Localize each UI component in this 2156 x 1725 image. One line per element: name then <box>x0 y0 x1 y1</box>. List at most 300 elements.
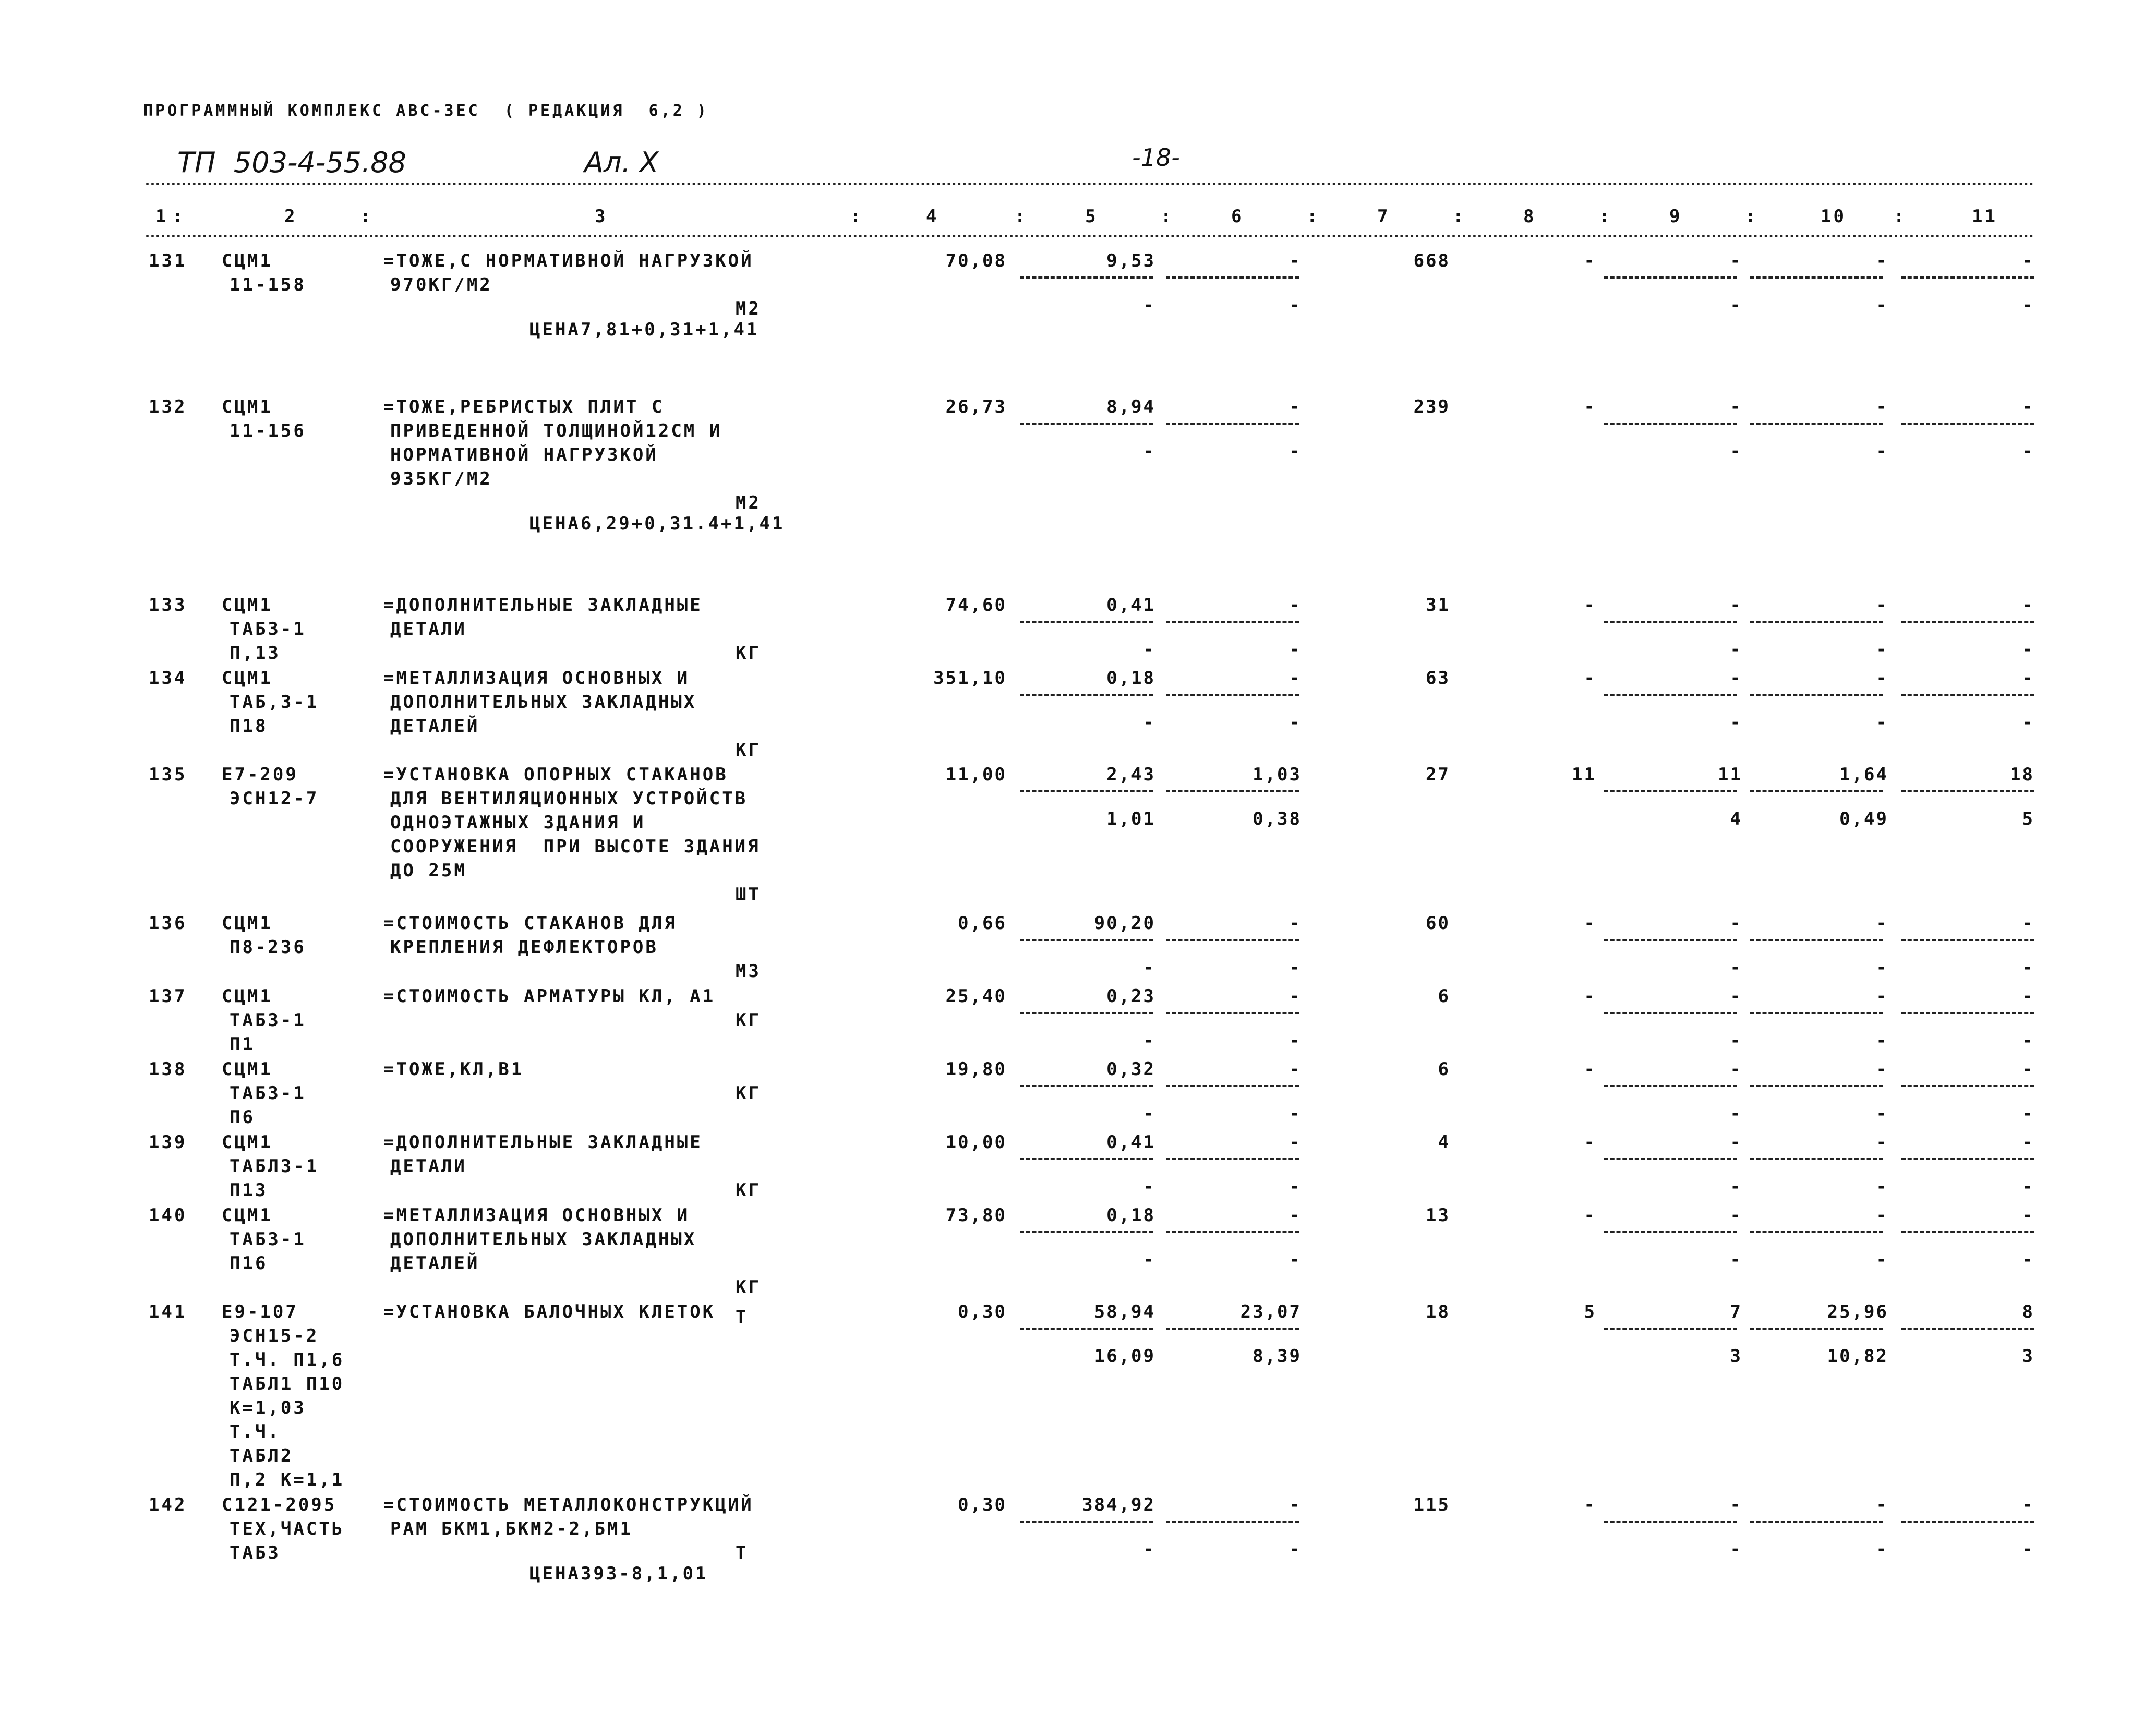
cell-c5b: - <box>1143 957 1155 978</box>
cell-divider <box>1750 423 1883 425</box>
cell-c5: 2,43 <box>1106 764 1155 785</box>
unit-of-measure: КГ <box>736 1180 761 1201</box>
work-description: =ДОПОЛНИТЕЛЬНЫЕ ЗАКЛАДНЫЕ <box>383 1132 703 1153</box>
cell-c9b: - <box>1730 1539 1742 1560</box>
page-number: -18- <box>1132 143 1180 172</box>
cell-c7: 60 <box>1426 913 1450 934</box>
cell-divider <box>1020 1085 1153 1087</box>
cell-c11b: - <box>2022 1176 2034 1197</box>
row-number: 136 <box>149 913 187 934</box>
cell-c6: - <box>1289 250 1302 271</box>
cell-c5: 0,32 <box>1106 1059 1155 1080</box>
cell-divider <box>1750 276 1883 279</box>
column-separator: : <box>1015 206 1028 227</box>
cell-c4: 10,00 <box>945 1132 1007 1153</box>
document-code: ТП 503-4-55.88 <box>177 146 406 179</box>
row-number: 141 <box>149 1301 187 1322</box>
row-number: 133 <box>149 595 187 616</box>
cell-divider <box>1020 1012 1153 1014</box>
norm-code: Т.Ч. <box>230 1421 281 1442</box>
unit-of-measure: М2 <box>736 492 761 513</box>
unit-of-measure: ШТ <box>736 884 761 905</box>
cell-c5: 0,23 <box>1106 986 1155 1007</box>
work-description: =ТОЖЕ,РЕБРИСТЫХ ПЛИТ С <box>383 396 665 417</box>
column-header-3: 3 <box>595 206 608 227</box>
cell-c8: - <box>1584 1059 1596 1080</box>
cell-c9: 7 <box>1730 1301 1742 1322</box>
cell-c11: - <box>2022 396 2034 417</box>
norm-code: П16 <box>230 1253 268 1274</box>
cell-divider <box>1901 423 2034 425</box>
cell-c9b: 3 <box>1730 1346 1742 1367</box>
norm-code: 11-156 <box>230 420 306 441</box>
cell-divider <box>1901 939 2034 941</box>
norm-code: СЦМ1 <box>222 250 273 271</box>
cell-divider <box>1166 694 1299 696</box>
cell-c5: 0,41 <box>1106 595 1155 616</box>
cell-c8: 5 <box>1584 1301 1596 1322</box>
cell-divider <box>1901 1012 2034 1014</box>
work-description: ДЛЯ ВЕНТИЛЯЦИОННЫХ УСТРОЙСТВ <box>390 788 748 809</box>
cell-c5b: - <box>1143 441 1155 462</box>
work-description: =МЕТАЛЛИЗАЦИЯ ОСНОВНЫХ И <box>383 668 690 689</box>
norm-code: СЦМ1 <box>222 1205 273 1226</box>
row-number: 132 <box>149 396 187 417</box>
column-header-4: 4 <box>926 206 939 227</box>
cell-c4: 0,30 <box>958 1301 1007 1322</box>
cell-c8: - <box>1584 913 1596 934</box>
cell-c10: - <box>1876 1205 1888 1226</box>
cell-c10b: - <box>1876 1539 1888 1560</box>
cell-divider <box>1901 621 2034 623</box>
cell-divider <box>1020 790 1153 792</box>
norm-code: Е9-107 <box>222 1301 298 1322</box>
cell-divider <box>1901 1085 2034 1087</box>
cell-c10: - <box>1876 986 1888 1007</box>
cell-c5b: - <box>1143 1176 1155 1197</box>
cell-c10b: - <box>1876 1249 1888 1270</box>
cell-c5: 9,53 <box>1106 250 1155 271</box>
cell-c4: 26,73 <box>945 396 1007 417</box>
norm-code: ТАБ3-1 <box>230 1229 306 1250</box>
cell-c10b: - <box>1876 1176 1888 1197</box>
norm-code: Е7-209 <box>222 764 298 785</box>
work-description: ПРИВЕДЕННОЙ ТОЛЩИНОЙ12СМ И <box>390 420 722 441</box>
cell-c9: - <box>1730 250 1742 271</box>
cell-divider <box>1020 1158 1153 1160</box>
cell-c9b: - <box>1730 1103 1742 1124</box>
norm-code: СЦМ1 <box>222 595 273 616</box>
cell-divider <box>1901 276 2034 279</box>
norm-code: ЭСН12-7 <box>230 788 319 809</box>
cell-c9: - <box>1730 1059 1742 1080</box>
cell-c11: - <box>2022 1494 2034 1515</box>
cell-c5b: 16,09 <box>1094 1346 1155 1367</box>
cell-c11: - <box>2022 1205 2034 1226</box>
cell-divider <box>1604 423 1737 425</box>
cell-c6b: - <box>1289 639 1302 660</box>
work-description: КРЕПЛЕНИЯ ДЕФЛЕКТОРОВ <box>390 937 658 958</box>
cell-c5: 384,92 <box>1082 1494 1155 1515</box>
cell-c4: 0,66 <box>958 913 1007 934</box>
work-description: СООРУЖЕНИЯ ПРИ ВЫСОТЕ ЗДАНИЯ <box>390 836 761 857</box>
cell-divider <box>1901 1158 2034 1160</box>
cell-c11b: - <box>2022 639 2034 660</box>
cell-c11: - <box>2022 1059 2034 1080</box>
cell-c6: - <box>1289 668 1302 689</box>
row-number: 140 <box>149 1205 187 1226</box>
cell-c4: 11,00 <box>945 764 1007 785</box>
unit-of-measure: М3 <box>736 961 761 982</box>
row-number: 138 <box>149 1059 187 1080</box>
cell-c11: - <box>2022 913 2034 934</box>
cell-c8: 11 <box>1572 764 1596 785</box>
row-number: 142 <box>149 1494 187 1515</box>
norm-code: ТАБЛ2 <box>230 1445 294 1466</box>
norm-code: ТЕХ,ЧАСТЬ <box>230 1518 345 1539</box>
cell-c10: - <box>1876 668 1888 689</box>
column-separator: : <box>1307 206 1320 227</box>
column-header-6: 6 <box>1231 206 1244 227</box>
work-description: 935КГ/М2 <box>390 468 492 489</box>
cell-c5: 0,41 <box>1106 1132 1155 1153</box>
cell-c4: 351,10 <box>933 668 1007 689</box>
cell-divider <box>1750 694 1883 696</box>
cell-c5b: - <box>1143 1103 1155 1124</box>
cell-c11b: - <box>2022 295 2034 316</box>
cell-divider <box>1020 1231 1153 1233</box>
cell-c11b: - <box>2022 712 2034 733</box>
column-separator: : <box>360 206 373 227</box>
work-description: РАМ БКМ1,БКМ2-2,БМ1 <box>390 1518 633 1539</box>
cell-c11: - <box>2022 668 2034 689</box>
cell-c9b: - <box>1730 1030 1742 1051</box>
norm-code: ТАБ3 <box>230 1542 281 1563</box>
cell-divider <box>1750 790 1883 792</box>
cell-divider <box>1604 621 1737 623</box>
cell-c7: 6 <box>1438 1059 1450 1080</box>
norm-code: ТАБ,3-1 <box>230 692 319 713</box>
header-rule-top <box>146 183 2034 185</box>
cell-c9b: - <box>1730 957 1742 978</box>
column-header-11: 11 <box>1972 206 1997 227</box>
norm-code: СЦМ1 <box>222 396 273 417</box>
column-header-10: 10 <box>1821 206 1846 227</box>
cell-c10: - <box>1876 1494 1888 1515</box>
cell-c10b: - <box>1876 957 1888 978</box>
work-description: =МЕТАЛЛИЗАЦИЯ ОСНОВНЫХ И <box>383 1205 690 1226</box>
cell-c4: 73,80 <box>945 1205 1007 1226</box>
cell-c9: - <box>1730 1132 1742 1153</box>
cell-c10: 25,96 <box>1827 1301 1888 1322</box>
norm-code: СЦМ1 <box>222 1132 273 1153</box>
cell-divider <box>1166 276 1299 279</box>
column-separator: : <box>1161 206 1174 227</box>
cell-c11b: - <box>2022 1539 2034 1560</box>
norm-code: СЦМ1 <box>222 668 273 689</box>
cell-divider <box>1750 1085 1883 1087</box>
cell-c7: 31 <box>1426 595 1450 616</box>
cell-c6: - <box>1289 595 1302 616</box>
cell-divider <box>1604 276 1737 279</box>
cell-divider <box>1750 1158 1883 1160</box>
cell-c10b: 0,49 <box>1839 809 1888 829</box>
norm-code: П,2 К=1,1 <box>230 1469 345 1490</box>
row-number: 139 <box>149 1132 187 1153</box>
program-header: ПРОГРАММНЫЙ КОМПЛЕКС АВС-3ЕС ( РЕДАКЦИЯ 6,2 ) <box>143 102 709 120</box>
cell-c6b: - <box>1289 1176 1302 1197</box>
work-description: =ТОЖЕ,С НОРМАТИВНОЙ НАГРУЗКОЙ <box>383 250 754 271</box>
unit-of-measure: КГ <box>736 740 761 761</box>
cell-c10: - <box>1876 396 1888 417</box>
unit-of-measure: КГ <box>736 1010 761 1031</box>
work-description: =СТОИМОСТЬ АРМАТУРЫ КЛ, А1 <box>383 986 716 1007</box>
norm-code: Т.Ч. П1,6 <box>230 1349 345 1370</box>
cell-c11b: - <box>2022 957 2034 978</box>
cell-c8: - <box>1584 595 1596 616</box>
work-description: ДОПОЛНИТЕЛЬНЫХ ЗАКЛАДНЫХ <box>390 692 697 713</box>
cell-c6: - <box>1289 1494 1302 1515</box>
cell-c4: 74,60 <box>945 595 1007 616</box>
work-description: НОРМАТИВНОЙ НАГРУЗКОЙ <box>390 444 658 465</box>
cell-c5: 90,20 <box>1094 913 1155 934</box>
cell-divider <box>1604 1231 1737 1233</box>
cell-c10b: 10,82 <box>1827 1346 1888 1367</box>
norm-code: К=1,03 <box>230 1397 306 1418</box>
cell-c9b: - <box>1730 639 1742 660</box>
column-header-2: 2 <box>284 206 297 227</box>
cell-divider <box>1166 1231 1299 1233</box>
norm-code: СЦМ1 <box>222 913 273 934</box>
cell-c10b: - <box>1876 441 1888 462</box>
cell-divider <box>1020 1328 1153 1330</box>
cell-divider <box>1901 1521 2034 1523</box>
column-separator: : <box>1745 206 1758 227</box>
cell-c4: 0,30 <box>958 1494 1007 1515</box>
cell-divider <box>1750 1231 1883 1233</box>
cell-c5b: - <box>1143 295 1155 316</box>
cell-divider <box>1020 939 1153 941</box>
cell-c8: - <box>1584 1494 1596 1515</box>
cell-c6b: - <box>1289 295 1302 316</box>
cell-c11b: - <box>2022 441 2034 462</box>
cell-divider <box>1166 621 1299 623</box>
cell-divider <box>1604 1521 1737 1523</box>
cell-c7: 27 <box>1426 764 1450 785</box>
norm-code: П18 <box>230 716 268 737</box>
norm-code: ТАБЛ3-1 <box>230 1156 319 1177</box>
cell-c9: 11 <box>1718 764 1742 785</box>
row-number: 135 <box>149 764 187 785</box>
norm-code: ТАБ3-1 <box>230 1010 306 1031</box>
cell-c5b: - <box>1143 1030 1155 1051</box>
work-description: =СТОИМОСТЬ МЕТАЛЛОКОНСТРУКЦИЙ <box>383 1494 754 1515</box>
column-header-5: 5 <box>1085 206 1098 227</box>
cell-c6b: - <box>1289 957 1302 978</box>
cell-c10: - <box>1876 1132 1888 1153</box>
norm-code: ТАБЛ1 П10 <box>230 1373 345 1394</box>
norm-code: П8-236 <box>230 937 306 958</box>
work-description: ДЕТАЛЕЙ <box>390 716 480 737</box>
cell-c6: 1,03 <box>1252 764 1302 785</box>
column-header-1: 1 <box>155 206 168 227</box>
cell-divider <box>1020 694 1153 696</box>
cell-c9: - <box>1730 396 1742 417</box>
cell-divider <box>1750 1012 1883 1014</box>
column-separator: : <box>850 206 863 227</box>
unit-of-measure: КГ <box>736 643 761 664</box>
cell-c11: - <box>2022 595 2034 616</box>
cell-c6: - <box>1289 986 1302 1007</box>
cell-divider <box>1604 939 1737 941</box>
cell-c11b: 5 <box>2022 809 2034 829</box>
cell-c10b: - <box>1876 712 1888 733</box>
cell-c5: 0,18 <box>1106 1205 1155 1226</box>
cell-c9: - <box>1730 595 1742 616</box>
cell-divider <box>1901 790 2034 792</box>
cell-c9: - <box>1730 668 1742 689</box>
column-separator: : <box>172 206 185 227</box>
cell-c9b: - <box>1730 712 1742 733</box>
cell-c10b: - <box>1876 1030 1888 1051</box>
cell-c6: - <box>1289 396 1302 417</box>
cell-c6: 23,07 <box>1240 1301 1302 1322</box>
cell-divider <box>1750 1328 1883 1330</box>
cell-divider <box>1901 694 2034 696</box>
cell-c10b: - <box>1876 295 1888 316</box>
cell-divider <box>1166 1085 1299 1087</box>
cell-c9: - <box>1730 913 1742 934</box>
cell-divider <box>1166 1521 1299 1523</box>
norm-code: СЦМ1 <box>222 1059 273 1080</box>
cell-c5: 8,94 <box>1106 396 1155 417</box>
cell-c10: 1,64 <box>1839 764 1888 785</box>
cell-c11: - <box>2022 986 2034 1007</box>
cell-c10: - <box>1876 595 1888 616</box>
cell-c8: - <box>1584 986 1596 1007</box>
norm-code: ТАБ3-1 <box>230 619 306 640</box>
norm-code: 11-158 <box>230 274 306 295</box>
work-description: ДЕТАЛИ <box>390 1156 467 1177</box>
cell-c6: - <box>1289 1205 1302 1226</box>
row-number: 137 <box>149 986 187 1007</box>
work-description: =УСТАНОВКА ОПОРНЫХ СТАКАНОВ <box>383 764 728 785</box>
unit-of-measure: КГ <box>736 1277 761 1298</box>
cell-c7: 239 <box>1413 396 1450 417</box>
norm-code: С121-2095 <box>222 1494 337 1515</box>
cell-divider <box>1166 423 1299 425</box>
cell-c4: 19,80 <box>945 1059 1007 1080</box>
cell-c11: - <box>2022 1132 2034 1153</box>
cell-c10: - <box>1876 1059 1888 1080</box>
cell-divider <box>1604 1085 1737 1087</box>
work-description: ДЕТАЛЕЙ <box>390 1253 480 1274</box>
column-separator: : <box>1599 206 1612 227</box>
cell-c6b: - <box>1289 441 1302 462</box>
cell-c7: 63 <box>1426 668 1450 689</box>
cell-divider <box>1604 1012 1737 1014</box>
cell-c7: 115 <box>1413 1494 1450 1515</box>
unit-of-measure: КГ <box>736 1083 761 1104</box>
cell-c5b: - <box>1143 1249 1155 1270</box>
norm-code: СЦМ1 <box>222 986 273 1007</box>
unit-of-measure: М2 <box>736 298 761 319</box>
header-rule-bottom <box>146 235 2034 237</box>
cell-c6b: - <box>1289 1249 1302 1270</box>
work-description: =ДОПОЛНИТЕЛЬНЫЕ ЗАКЛАДНЫЕ <box>383 595 703 616</box>
cell-c11b: - <box>2022 1030 2034 1051</box>
cell-divider <box>1604 694 1737 696</box>
cell-divider <box>1166 1012 1299 1014</box>
cell-c10: - <box>1876 250 1888 271</box>
norm-code: ЭСН15-2 <box>230 1325 319 1346</box>
cell-c11b: - <box>2022 1249 2034 1270</box>
cell-c4: 25,40 <box>945 986 1007 1007</box>
cell-divider <box>1604 790 1737 792</box>
cell-c5b: - <box>1143 1539 1155 1560</box>
cell-c8: - <box>1584 250 1596 271</box>
price-formula: ЦЕНА7,81+0,31+1,41 <box>529 319 760 340</box>
column-separator: : <box>1453 206 1466 227</box>
column-separator: : <box>1894 206 1907 227</box>
cell-c10: - <box>1876 913 1888 934</box>
cell-c11: - <box>2022 250 2034 271</box>
cell-c6: - <box>1289 913 1302 934</box>
cell-divider <box>1020 621 1153 623</box>
cell-c9b: - <box>1730 441 1742 462</box>
cell-c9: - <box>1730 1205 1742 1226</box>
cell-c6b: 0,38 <box>1252 809 1302 829</box>
cell-c9: - <box>1730 1494 1742 1515</box>
cell-c11b: - <box>2022 1103 2034 1124</box>
norm-code: П13 <box>230 1180 268 1201</box>
cell-c10b: - <box>1876 639 1888 660</box>
column-header-7: 7 <box>1377 206 1390 227</box>
cell-c8: - <box>1584 1205 1596 1226</box>
column-header-9: 9 <box>1669 206 1682 227</box>
column-header-8: 8 <box>1523 206 1536 227</box>
cell-divider <box>1750 621 1883 623</box>
cell-divider <box>1166 939 1299 941</box>
cell-c5: 58,94 <box>1094 1301 1155 1322</box>
cell-divider <box>1604 1158 1737 1160</box>
cell-divider <box>1166 1328 1299 1330</box>
cell-c7: 4 <box>1438 1132 1450 1153</box>
work-description: 970КГ/М2 <box>390 274 492 295</box>
work-description: =УСТАНОВКА БАЛОЧНЫХ КЛЕТОК <box>383 1301 716 1322</box>
cell-c7: 668 <box>1413 250 1450 271</box>
work-description: ДО 25М <box>390 860 467 881</box>
cell-c10b: - <box>1876 1103 1888 1124</box>
cell-c9b: - <box>1730 1176 1742 1197</box>
cell-c6b: - <box>1289 1103 1302 1124</box>
norm-code: ТАБ3-1 <box>230 1083 306 1104</box>
row-number: 131 <box>149 250 187 271</box>
cell-divider <box>1604 1328 1737 1330</box>
cell-c8: - <box>1584 668 1596 689</box>
cell-c6b: - <box>1289 712 1302 733</box>
price-formula: ЦЕНА6,29+0,31.4+1,41 <box>529 513 785 534</box>
norm-code: П,13 <box>230 643 281 664</box>
cell-divider <box>1750 1521 1883 1523</box>
cell-c6: - <box>1289 1059 1302 1080</box>
cell-c11: 18 <box>2010 764 2034 785</box>
cell-c9b: - <box>1730 295 1742 316</box>
cell-divider <box>1750 939 1883 941</box>
cell-c11: 8 <box>2022 1301 2034 1322</box>
cell-c9b: - <box>1730 1249 1742 1270</box>
cell-divider <box>1901 1328 2034 1330</box>
